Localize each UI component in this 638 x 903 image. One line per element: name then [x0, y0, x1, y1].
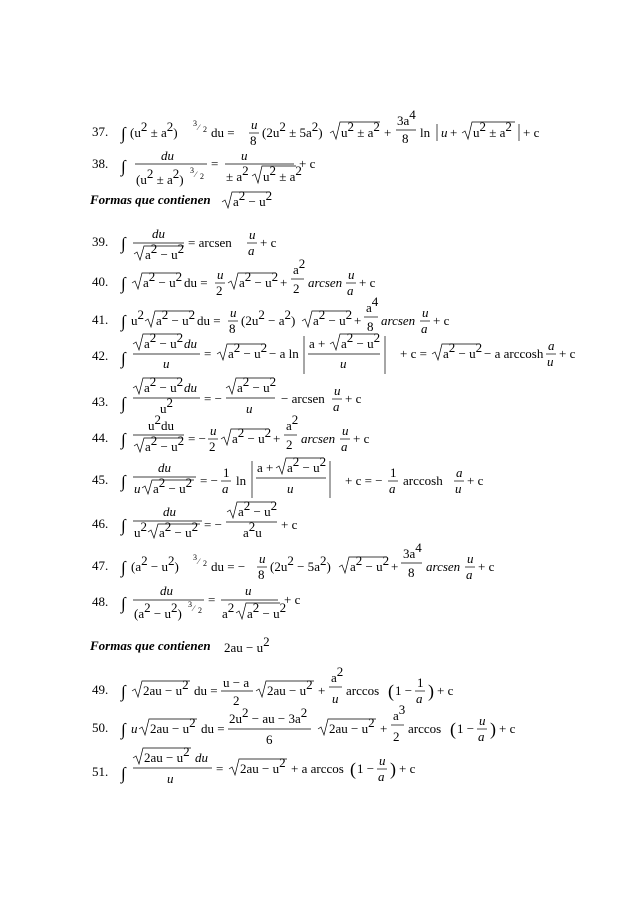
svg-text:∫: ∫ [121, 594, 126, 613]
section-heading-expression [0, 634, 638, 662]
svg-text:+: + [354, 313, 362, 328]
svg-text:(u2 ± a2): (u2 ± a2) [136, 166, 184, 187]
formula-number: 49. [92, 682, 109, 697]
svg-text:u: u [230, 305, 237, 320]
svg-text:+ c: + c [345, 391, 362, 406]
svg-text:= −: = − [204, 517, 222, 532]
svg-text:a2 − u2: a2 − u2 [144, 330, 184, 351]
svg-text:∫: ∫ [121, 394, 126, 413]
svg-text:u: u [287, 481, 294, 496]
svg-text:a2 − u2: a2 − u2 [443, 340, 483, 361]
formula-number: 47. [92, 558, 109, 573]
svg-text:a2 − u2: a2 − u2 [350, 553, 390, 574]
formula-38-expression [0, 148, 638, 192]
svg-text:+ c = −: + c = − [345, 473, 383, 488]
svg-text:arcsen: arcsen [381, 313, 416, 328]
svg-text:du: du [160, 583, 173, 598]
svg-text:a2 − u2: a2 − u2 [237, 374, 277, 395]
formula-number: 48. [92, 594, 109, 609]
svg-text:=: = [211, 156, 219, 171]
svg-text:du: du [184, 380, 197, 395]
svg-text:2au − u2: 2au − u2 [150, 715, 196, 736]
formula-42-expression [0, 330, 638, 378]
svg-text:du: du [152, 226, 165, 241]
svg-text:(a2 − u2): (a2 − u2) [134, 600, 182, 621]
formula-number: 42. [92, 348, 109, 363]
svg-text:(: ( [388, 681, 394, 701]
formula-number: 40. [92, 274, 109, 289]
section-heading-label: Formas que contienen [90, 638, 211, 653]
svg-text:8: 8 [258, 567, 265, 582]
svg-text:2au − u2: 2au − u2 [329, 715, 375, 736]
svg-text:a2 − u2: a2 − u2 [159, 519, 199, 540]
svg-text:+ c: + c [523, 125, 540, 140]
formula-37-expression [0, 107, 638, 152]
svg-text:∫: ∫ [121, 312, 126, 331]
svg-text:+: + [384, 125, 392, 140]
svg-text:∫: ∫ [121, 430, 126, 449]
svg-text:+ c: + c [281, 517, 298, 532]
svg-text:a: a [456, 465, 463, 480]
svg-text:2: 2 [198, 606, 202, 615]
svg-text:du: du [161, 148, 174, 163]
svg-text:∫: ∫ [121, 682, 126, 701]
svg-text:1: 1 [417, 675, 424, 690]
svg-text:du: du [195, 750, 208, 765]
svg-text:u: u [348, 267, 355, 282]
svg-text:arccosh: arccosh [403, 473, 443, 488]
svg-text:(2u2 ± 5a2): (2u2 ± 5a2) [262, 119, 323, 140]
formula-number: 51. [92, 764, 109, 779]
svg-text:∫: ∫ [121, 124, 126, 143]
formula-number: 45. [92, 472, 109, 487]
svg-text:): ) [490, 719, 496, 739]
svg-text:2: 2 [293, 281, 300, 296]
svg-text:1: 1 [223, 465, 230, 480]
svg-text:a2 − u2: a2 − u2 [287, 454, 327, 475]
svg-text:a: a [548, 338, 555, 353]
svg-text:u − a: u − a [223, 675, 250, 690]
svg-text:a: a [341, 439, 348, 454]
svg-text:u: u [134, 481, 141, 496]
svg-text:a: a [421, 321, 428, 336]
svg-text:a2 − u2: a2 − u2 [145, 241, 185, 262]
svg-text:3: 3 [188, 600, 192, 609]
svg-text:=: = [204, 346, 212, 361]
svg-text:du =: du = [184, 275, 208, 290]
svg-text:a2 − u2: a2 − u2 [341, 330, 381, 351]
svg-text:a: a [378, 769, 385, 784]
svg-text:a2 − u2: a2 − u2 [153, 475, 193, 496]
svg-text:2au − u2: 2au − u2 [267, 677, 313, 698]
svg-text:a2: a2 [293, 256, 306, 277]
svg-text:u: u [340, 356, 347, 371]
svg-text:a2 − u2: a2 − u2 [143, 269, 183, 290]
svg-text:− arcsen: − arcsen [281, 391, 325, 406]
svg-text:1: 1 [390, 465, 397, 480]
formula-39-expression [0, 222, 638, 264]
svg-text:a: a [466, 567, 473, 582]
svg-text:ln: ln [236, 473, 247, 488]
svg-text:2: 2 [286, 437, 293, 452]
svg-text:ln: ln [420, 125, 431, 140]
svg-text:a2 − u2: a2 − u2 [313, 307, 353, 328]
section-heading-label: Formas que contienen [90, 192, 211, 207]
svg-text:= −: = − [200, 473, 218, 488]
svg-text:u2: u2 [131, 307, 144, 328]
svg-text:2: 2 [200, 172, 204, 181]
svg-text:arccos: arccos [408, 721, 442, 736]
svg-text:a2 − u2: a2 − u2 [238, 498, 278, 519]
svg-text:u2 ± a2: u2 ± a2 [473, 119, 512, 140]
svg-text:+ c: + c [284, 592, 301, 607]
svg-text:(2u2 − 5a2): (2u2 − 5a2) [270, 553, 331, 574]
svg-text:a2: a2 [222, 600, 235, 621]
svg-text:+: + [380, 721, 388, 736]
svg-text:1 −: 1 − [457, 721, 475, 736]
svg-text:+ c: + c [299, 156, 316, 171]
svg-text:u: u [422, 305, 429, 320]
svg-text:8: 8 [408, 565, 415, 580]
svg-text:3a4: 3a4 [397, 107, 416, 128]
svg-text:∫: ∫ [121, 472, 126, 491]
svg-text:= −: = − [204, 391, 222, 406]
formula-41-expression [0, 296, 638, 338]
svg-text:du =: du = [201, 721, 225, 736]
svg-text:u: u [332, 691, 339, 706]
svg-text:u: u [246, 401, 253, 416]
svg-text:∫: ∫ [121, 720, 126, 739]
svg-text:a2 − u2: a2 − u2 [233, 188, 273, 209]
formula-number: 38. [92, 156, 109, 171]
svg-text:u2 ± a2: u2 ± a2 [263, 163, 302, 184]
svg-text:u: u [217, 267, 224, 282]
svg-text:u2: u2 [134, 519, 147, 540]
svg-text:6: 6 [266, 732, 273, 747]
svg-text:2au − u2: 2au − u2 [224, 634, 270, 655]
formula-45-expression [0, 456, 638, 500]
formula-50-expression [0, 702, 638, 750]
svg-text:a: a [416, 691, 423, 706]
svg-text:a2 − u2: a2 − u2 [247, 600, 287, 621]
svg-text:+: + [318, 683, 326, 698]
svg-text:a +: a + [257, 460, 274, 475]
svg-text:8: 8 [250, 133, 257, 148]
svg-text:u2du: u2du [148, 412, 174, 433]
svg-text:+ c: + c [478, 559, 495, 574]
svg-text:a: a [389, 481, 396, 496]
svg-text:du =: du = [194, 683, 218, 698]
svg-text:1 −: 1 − [357, 761, 375, 776]
svg-text:+: + [391, 559, 399, 574]
svg-text:2au − u2: 2au − u2 [240, 755, 286, 776]
formula-51-expression [0, 746, 638, 792]
svg-text:1 −: 1 − [395, 683, 413, 698]
svg-text:a2 − u2: a2 − u2 [239, 269, 279, 290]
svg-text:+ c: + c [359, 275, 376, 290]
svg-text:2u2 − au − 3a2: 2u2 − au − 3a2 [229, 705, 308, 726]
svg-text:(u2 ± a2): (u2 ± a2) [130, 119, 178, 140]
svg-text:u: u [479, 713, 486, 728]
svg-text:∫: ∫ [121, 234, 126, 253]
svg-text:2: 2 [203, 125, 207, 134]
formula-number: 39. [92, 234, 109, 249]
svg-text:u: u [455, 481, 462, 496]
svg-text:8: 8 [229, 321, 236, 336]
svg-text:2: 2 [203, 559, 207, 568]
svg-text:a: a [248, 243, 255, 258]
svg-text:a2 − u2: a2 − u2 [144, 374, 184, 395]
svg-text:u: u [163, 356, 170, 371]
svg-text:a2 − u2: a2 − u2 [156, 307, 196, 328]
svg-text:u: u [245, 583, 252, 598]
svg-text:8: 8 [402, 131, 409, 146]
svg-text:u: u [334, 383, 341, 398]
svg-text:u: u [547, 354, 554, 369]
svg-text:± a2: ± a2 [226, 163, 249, 184]
formula-48-expression [0, 582, 638, 626]
formula-47-expression [0, 542, 638, 584]
svg-text:=: = [208, 592, 216, 607]
formula-46-expression [0, 500, 638, 544]
svg-text:2: 2 [393, 729, 400, 744]
svg-text:= arcsen: = arcsen [188, 235, 232, 250]
svg-text:2: 2 [216, 283, 223, 298]
svg-text:3a4: 3a4 [403, 540, 422, 561]
svg-text:u: u [441, 125, 448, 140]
svg-text:+ c =: + c = [400, 346, 427, 361]
svg-text:u: u [249, 227, 256, 242]
svg-text:a: a [333, 399, 340, 414]
svg-text:+ c: + c [433, 313, 450, 328]
formula-40-expression [0, 256, 638, 300]
svg-text:u: u [251, 117, 258, 132]
svg-text:a2u: a2u [243, 519, 262, 540]
svg-text:u: u [241, 148, 248, 163]
svg-text:u: u [379, 753, 386, 768]
svg-text:+ c: + c [559, 346, 576, 361]
svg-text:+ a arccos: + a arccos [291, 761, 344, 776]
section-heading-expression [0, 188, 638, 216]
svg-text:⁄: ⁄ [193, 604, 195, 613]
svg-text:): ) [428, 681, 434, 701]
svg-text:2: 2 [209, 439, 216, 454]
svg-text:⁄: ⁄ [198, 123, 200, 132]
svg-text:du: du [184, 336, 197, 351]
svg-text:(2u2 − a2): (2u2 − a2) [241, 307, 296, 328]
svg-text:+ c: + c [353, 431, 370, 446]
svg-text:a2: a2 [331, 664, 344, 685]
svg-text:+ c: + c [437, 683, 454, 698]
svg-text:3: 3 [190, 166, 194, 175]
svg-text:du =: du = [211, 125, 235, 140]
formula-number: 41. [92, 312, 109, 327]
svg-text:⁄: ⁄ [195, 170, 197, 179]
formula-44-expression [0, 414, 638, 458]
svg-text:8: 8 [367, 319, 374, 334]
svg-text:+ c: + c [260, 235, 277, 250]
svg-text:=: = [216, 761, 224, 776]
svg-text:u: u [210, 423, 217, 438]
svg-text:+: + [280, 275, 288, 290]
formula-number: 50. [92, 720, 109, 735]
svg-text:a2 − u2: a2 − u2 [232, 425, 272, 446]
svg-text:− a ln: − a ln [269, 346, 299, 361]
svg-text:2au − u2: 2au − u2 [143, 677, 189, 698]
svg-text:a3: a3 [393, 702, 406, 723]
svg-text:+: + [273, 431, 281, 446]
svg-text:u: u [167, 771, 174, 786]
svg-text:u2: u2 [160, 395, 173, 416]
svg-text:): ) [390, 759, 396, 779]
svg-text:u: u [259, 551, 266, 566]
svg-text:a +: a + [309, 336, 326, 351]
svg-text:a2: a2 [286, 412, 299, 433]
svg-text:a2 − u2: a2 − u2 [228, 340, 268, 361]
svg-text:− a arccosh: − a arccosh [484, 346, 544, 361]
svg-text:du =: du = [197, 313, 221, 328]
svg-text:+ c: + c [399, 761, 416, 776]
svg-text:u: u [342, 423, 349, 438]
svg-text:⁄: ⁄ [198, 557, 200, 566]
formula-number: 43. [92, 394, 109, 409]
svg-text:3: 3 [193, 119, 197, 128]
svg-text:u2 ± a2: u2 ± a2 [341, 119, 380, 140]
svg-text:(: ( [350, 759, 356, 779]
svg-text:du: du [163, 504, 176, 519]
svg-text:u: u [467, 551, 474, 566]
formula-number: 46. [92, 516, 109, 531]
svg-text:a: a [222, 481, 229, 496]
svg-text:∫: ∫ [121, 349, 126, 368]
svg-text:+ c: + c [467, 473, 484, 488]
svg-text:+ c: + c [499, 721, 516, 736]
svg-text:(a2 − u2): (a2 − u2) [131, 553, 179, 574]
formula-number: 44. [92, 430, 109, 445]
svg-text:arcsen: arcsen [426, 559, 461, 574]
svg-text:∫: ∫ [121, 157, 126, 176]
formula-number: 37. [92, 124, 109, 139]
svg-text:+: + [450, 125, 458, 140]
svg-text:u: u [131, 721, 138, 736]
svg-text:arcsen: arcsen [301, 431, 336, 446]
svg-text:∫: ∫ [121, 274, 126, 293]
svg-text:= −: = − [188, 431, 206, 446]
svg-text:arccos: arccos [346, 683, 380, 698]
svg-text:∫: ∫ [121, 764, 126, 783]
svg-text:2: 2 [233, 693, 240, 708]
svg-text:a2 − u2: a2 − u2 [145, 433, 185, 454]
svg-text:du = −: du = − [211, 559, 246, 574]
svg-text:arcsen: arcsen [308, 275, 343, 290]
svg-text:3: 3 [193, 553, 197, 562]
svg-text:∫: ∫ [121, 516, 126, 535]
svg-text:a4: a4 [366, 294, 379, 315]
svg-text:(: ( [450, 719, 456, 739]
svg-text:a: a [347, 283, 354, 298]
svg-text:du: du [158, 460, 171, 475]
svg-text:∫: ∫ [121, 558, 126, 577]
svg-text:2au − u2: 2au − u2 [144, 744, 190, 765]
svg-text:a: a [478, 729, 485, 744]
